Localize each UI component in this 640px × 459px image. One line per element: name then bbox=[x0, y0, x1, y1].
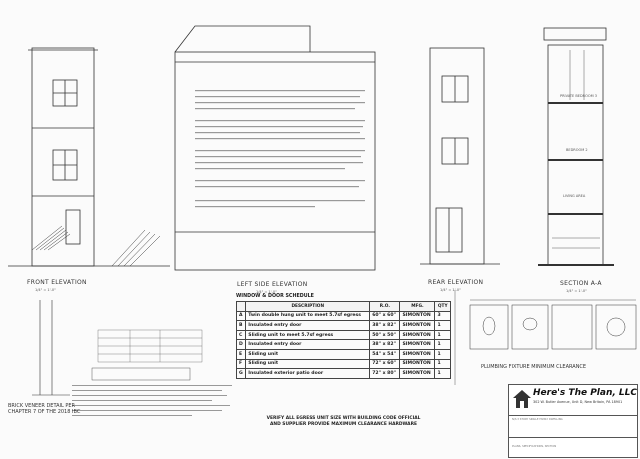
cell-description: Insulated entry door bbox=[246, 340, 370, 350]
section-room-3: LIVING AREA bbox=[563, 194, 586, 198]
table-row bbox=[237, 340, 451, 350]
cell-ro: 72" x 60" bbox=[370, 359, 400, 369]
left-elevation-scale: 1/4" = 1'-0" bbox=[256, 290, 277, 294]
firm-address: 302 W. Butler Avenue, Unit D, New Britain, PA 18901 bbox=[533, 400, 623, 404]
header-mark bbox=[237, 302, 246, 312]
cell-mark: C bbox=[237, 330, 246, 340]
left-elevation-title: LEFT SIDE ELEVATION bbox=[237, 281, 308, 288]
table-row bbox=[237, 330, 451, 340]
section-room-2: BEDROOM 2 bbox=[566, 148, 588, 152]
section-title: SECTION A-A bbox=[560, 280, 602, 287]
cell-mfg: SIMONTON bbox=[400, 330, 435, 340]
schedule-title: WINDOW & DOOR SCHEDULE bbox=[236, 294, 314, 299]
header-description: DESCRIPTION bbox=[246, 302, 370, 312]
cell-qty: 3 bbox=[435, 311, 451, 321]
cell-qty: 1 bbox=[435, 369, 451, 379]
brick-line-2: CHAPTER 7 OF THE 2018 IBC bbox=[8, 409, 81, 415]
header-ro: R.O. bbox=[370, 302, 400, 312]
section-outline bbox=[548, 45, 603, 265]
cell-qty: 1 bbox=[435, 359, 451, 369]
header-mfg: MFG. bbox=[400, 302, 435, 312]
brick-veneer-detail-title bbox=[8, 403, 80, 415]
rear-building-outline bbox=[430, 48, 484, 264]
schedule-footer-2: AND SUPPLIER PROVIDE MAXIMUM CLEARANCE HARDWARE bbox=[270, 421, 417, 427]
cell-ro: 38" x 82" bbox=[370, 340, 400, 350]
cell-ro: 60" x 60" bbox=[370, 311, 400, 321]
cell-qty: 1 bbox=[435, 330, 451, 340]
cell-ro: 54" x 54" bbox=[370, 349, 400, 359]
cell-qty: 1 bbox=[435, 340, 451, 350]
sheet-description: PLANS, SPECIFICATIONS, SECTION bbox=[512, 445, 557, 448]
plumbing-clearance-title: PLUMBING FIXTURE MINIMUM CLEARANCE bbox=[481, 364, 587, 370]
cell-mark: B bbox=[237, 321, 246, 331]
cell-mfg: SIMONTON bbox=[400, 311, 435, 321]
cell-description: Sliding unit bbox=[246, 349, 370, 359]
cell-description: Sliding unit to meet 5.7sf egress bbox=[246, 330, 370, 340]
cell-description: Sliding unit bbox=[246, 359, 370, 369]
cell-mfg: SIMONTON bbox=[400, 321, 435, 331]
cell-mfg: SIMONTON bbox=[400, 340, 435, 350]
cell-description: Twin double hung unit to meet 5.7sf egress bbox=[246, 311, 370, 321]
cell-ro: 50" x 50" bbox=[370, 330, 400, 340]
cell-mark: G bbox=[237, 369, 246, 379]
table-row bbox=[237, 349, 451, 359]
table-row bbox=[237, 359, 451, 369]
schedule-header-row bbox=[237, 302, 451, 312]
front-building-outline bbox=[32, 48, 94, 266]
front-elevation-scale: 1/4" = 1'-0" bbox=[35, 288, 56, 292]
rear-elevation-title: REAR ELEVATION bbox=[428, 279, 484, 286]
cell-description: Insulated entry door bbox=[246, 321, 370, 331]
schedule-table bbox=[236, 301, 451, 379]
cell-mfg: SIMONTON bbox=[400, 349, 435, 359]
cell-mfg: SIMONTON bbox=[400, 359, 435, 369]
cell-description: Insulated exterior patio door bbox=[246, 369, 370, 379]
section-scale: 1/4" = 1'-0" bbox=[566, 289, 587, 293]
table-row bbox=[237, 311, 451, 321]
cell-ro: 38" x 82" bbox=[370, 321, 400, 331]
window-door-schedule bbox=[236, 294, 451, 379]
cell-mark: D bbox=[237, 340, 246, 350]
title-block bbox=[508, 384, 638, 458]
section-room-1: PRIVATE BEDROOM 3 bbox=[560, 94, 597, 98]
house-logo-icon bbox=[512, 388, 532, 410]
firm-name: Here's The Plan, LLC bbox=[533, 388, 637, 398]
schedule-footer-1: VERIFY ALL EGRESS UNIT SIZE WITH BUILDING CODE OFFICIAL bbox=[266, 416, 421, 421]
project-label: N/S 3 STORY SINGLE FAMILY DWELLING bbox=[512, 418, 563, 421]
front-elevation-title: FRONT ELEVATION bbox=[27, 279, 87, 286]
cell-mark: E bbox=[237, 349, 246, 359]
schedule-footer-notes bbox=[236, 416, 451, 427]
header-qty: QTY bbox=[435, 302, 451, 312]
brick-line-1: BRICK VENEER DETAIL PER bbox=[8, 403, 76, 409]
cell-mark: A bbox=[237, 311, 246, 321]
table-row bbox=[237, 369, 451, 379]
cell-mark: F bbox=[237, 359, 246, 369]
cell-ro: 72" x 80" bbox=[370, 369, 400, 379]
cell-mfg: SIMONTON bbox=[400, 369, 435, 379]
rear-elevation-scale: 1/4" = 1'-0" bbox=[440, 288, 461, 292]
table-row bbox=[237, 321, 451, 331]
cell-qty: 1 bbox=[435, 349, 451, 359]
cell-qty: 1 bbox=[435, 321, 451, 331]
left-side-outline bbox=[175, 52, 375, 270]
front-door bbox=[66, 210, 80, 244]
